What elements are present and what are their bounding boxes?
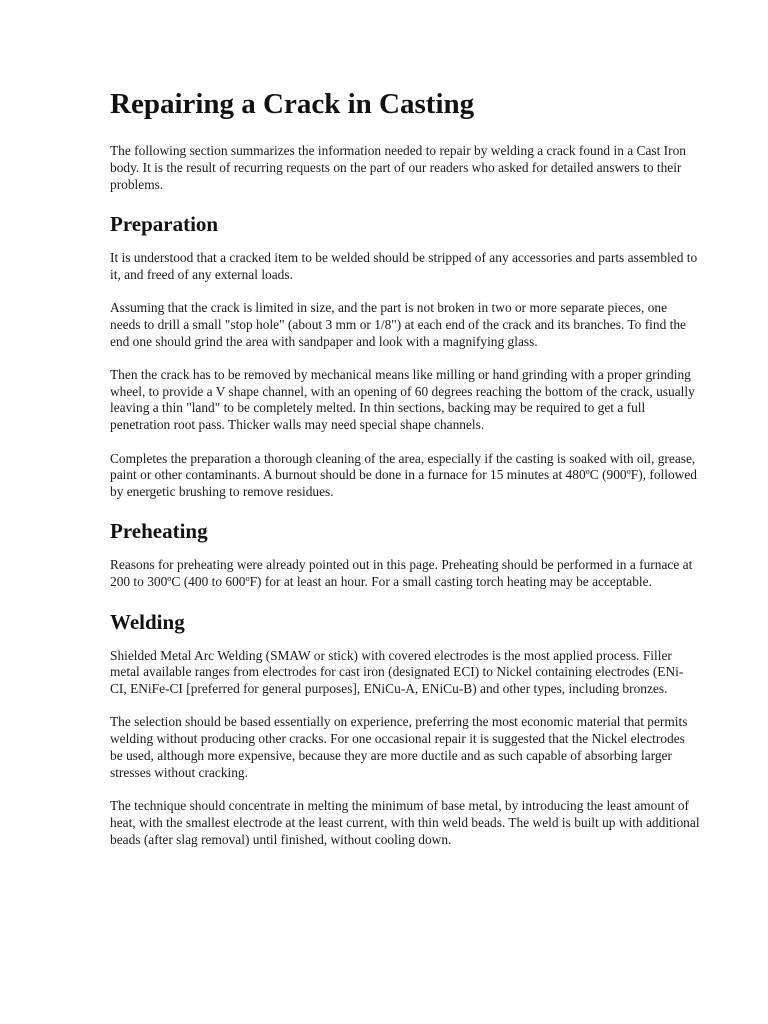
document-page [110, 84, 700, 865]
welding-paragraph-2: The selection should be based essentially on experience, preferring the most economic material that permits welding without producing other cracks. For one occasional repair it is suggested that the Nickel electrodes be used, although more expensive, because they are more ductile and as such capable of absorbing larger stresses without cracking. [110, 714, 688, 780]
preparation-paragraph-1: It is understood that a cracked item to be welded should be stripped of any accessories and parts assembled to it, and freed of any external loads. [110, 249, 698, 282]
section-preheating [110, 517, 700, 591]
preparation-paragraph-2: Assuming that the crack is limited in size, and the part is not broken in two or more separate pieces, one needs to drill a small "stop hole" (about 3 mm or 1/8") at each end of the crack and its branches. To find the end one should grind the area with sandpaper and look with a magnifying glass. [110, 299, 686, 349]
section-heading-preheating: Preheating [110, 519, 208, 544]
welding-paragraph-1: Shielded Metal Arc Welding (SMAW or stick) with covered electrodes is the most applied process. Filler metal available ranges from electrodes for cast iron (designated ECI) to Nickel containing electrodes (ENi-CI, ENiFe-CI [preferred for general purposes], ENiCu-A, ENiCu-B) and other types, including bronzes. [110, 647, 684, 697]
section-preparation [110, 210, 700, 501]
preheating-paragraph-1: Reasons for preheating were already pointed out in this page. Preheating should be performed in a furnace at 200 to 300ºC (400 to 600ºF) for at least an hour. For a small casting torch heating may be acceptable. [110, 557, 693, 590]
welding-paragraph-3: The technique should concentrate in melting the minimum of base metal, by introducing the least amount of heat, with the smallest electrode at the least current, with thin weld beads. The weld is built up with additional beads (after slag removal) until finished, without cooling down. [110, 798, 700, 847]
intro-paragraph: The following section summarizes the information needed to repair by welding a crack found in a Cast Iron body. It is the result of recurring requests on the part of our readers who asked for detailed answers to their problems. [110, 143, 686, 192]
section-heading-welding: Welding [110, 609, 185, 634]
preparation-paragraph-3: Then the crack has to be removed by mechanical means like milling or hand grinding with a proper grinding wheel, to provide a V shape channel, with an opening of 60 degrees reaching the bottom of the crack, usually leaving a thin "land" to be completely melted. In thin sections, backing may be required to get a full penetration root pass. Thicker walls may need special shape channels. [110, 366, 695, 433]
section-welding [110, 608, 700, 849]
preparation-paragraph-4: Completes the preparation a thorough cleaning of the area, especially if the casting is soaked with oil, grease, paint or other contaminants. A burnout should be done in a furnace for 15 minutes at 480ºC (900ºF), followed by energetic brushing to remove residues. [110, 450, 697, 500]
section-heading-preparation: Preparation [110, 211, 219, 236]
page-title: Repairing a Crack in Casting [110, 88, 475, 120]
